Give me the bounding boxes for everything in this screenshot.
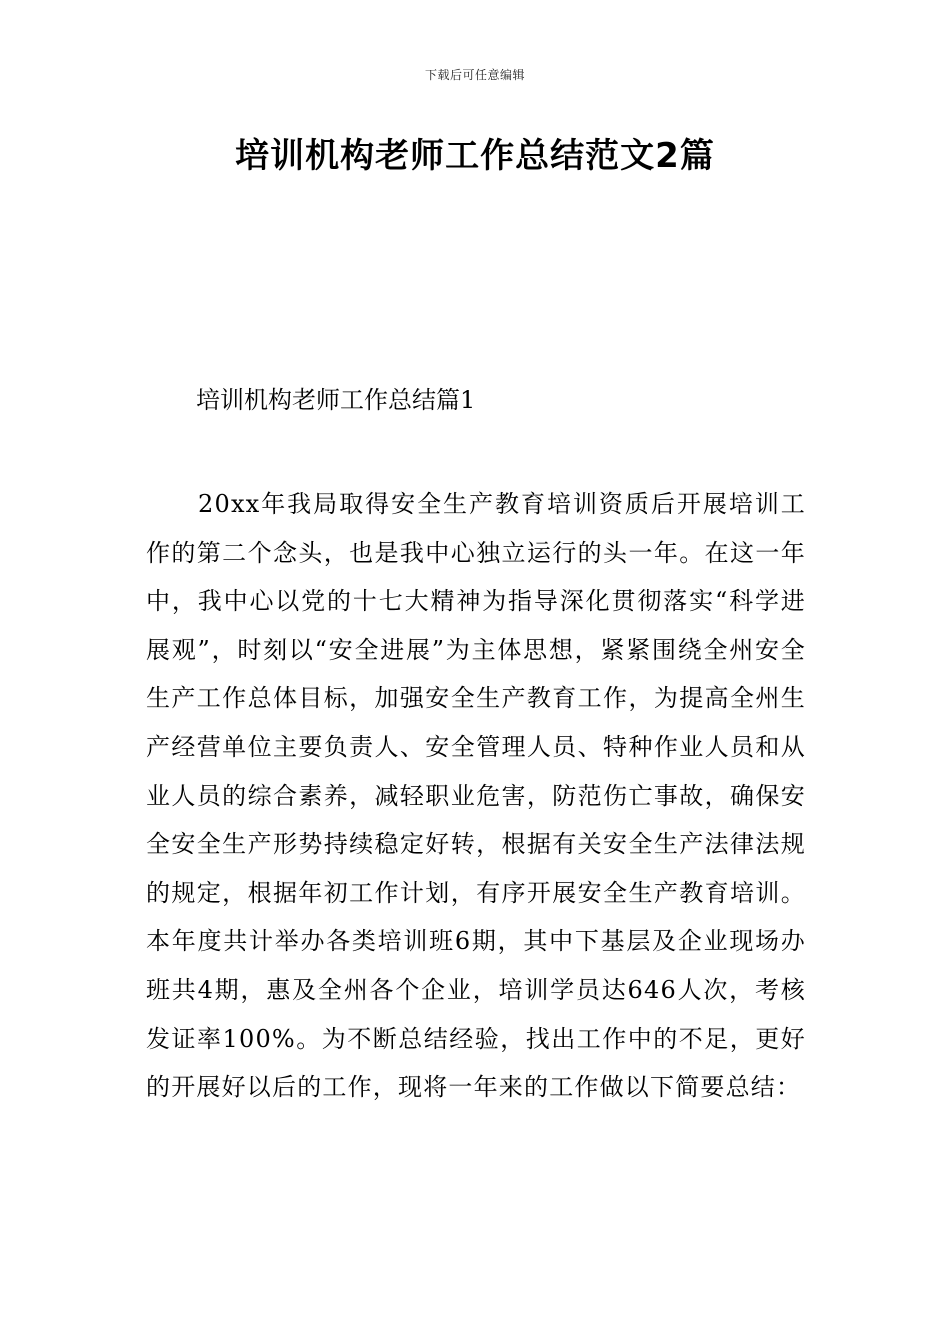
header-note: 下载后可任意编辑	[424, 68, 525, 82]
section-heading: 培训机构老师工作总结篇1	[196, 386, 476, 414]
document-title: 培训机构老师工作总结范文2篇	[235, 136, 715, 176]
body-paragraph: 20xx年我局取得安全生产教育培训资质后开展培训工作的第二个念头，也是我中心独立运行的头一年。在这一年中，我中心以党的十七大精神为指导深化贯彻落实“科学进展观”，时刻以“安全进展”为主体思想，紧紧围绕全州安全生产工作总体目标，加强安全生产教育工作，为提高全州生产经营单位主要负责人、安全管理人员、特种作业人员和从业人员的综合素养，减轻职业危害，防范伤亡事故，确保安全安全生产形势持续稳定好转，根据有关安全生产法律法规的规定，根据年初工作计划，有序开展安全生产教育培训。本年度共计举办各类培训班6期，其中下基层及企业现场办班共4期，惠及全州各个企业，培训学员达646人次，考核发证率100%。为不断总结经验，找出工作中的不足，更好的开展好以后的工作，现将一年来的工作做以下简要总结：	[146, 490, 806, 1102]
